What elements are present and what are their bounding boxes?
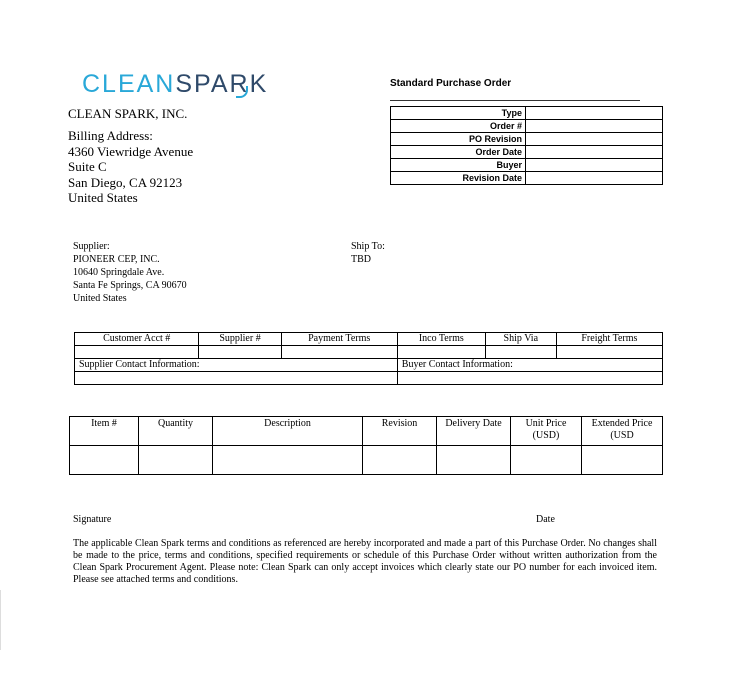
billing-address (68, 128, 193, 206)
header-revision: Revision (363, 417, 437, 446)
po-value-order-date[interactable] (526, 146, 663, 159)
po-value-revision-date[interactable] (526, 172, 663, 185)
header-item-number: Item # (70, 417, 139, 446)
po-row-order-date (391, 146, 663, 159)
items-row (70, 446, 663, 475)
po-label: Type (391, 107, 526, 120)
billing-line: 4360 Viewridge Avenue (68, 143, 194, 159)
items-header-row (70, 417, 663, 446)
billing-line: Suite C (68, 159, 107, 174)
terms-paragraph: The applicable Clean Spark terms and conditions as referenced are hereby incorporated and made a part of this Purchase Order. No changes shall be made to the price, terms and conditions, specified requirements or schedule of this Purchase Order without written authorization from the Clean Spark Procurement Agent. Please note: Clean Spark can only accept invoices which clearly state our PO number for each invoiced item. Please see attached terms and conditions. (73, 538, 657, 585)
title-underline (390, 100, 640, 101)
value-payment-terms[interactable] (281, 346, 397, 359)
value-inco-terms[interactable] (397, 346, 485, 359)
billing-line: San Diego, CA 92123 (68, 174, 183, 190)
po-label: Buyer (391, 159, 526, 172)
value-supplier-number[interactable] (199, 346, 281, 359)
po-label: Revision Date (391, 172, 526, 185)
logo-text-clean: CLEAN (82, 70, 176, 98)
po-value-order-number[interactable] (526, 120, 663, 133)
signature-label: Signature (73, 514, 112, 525)
extended-price-cell[interactable] (582, 446, 663, 475)
line-items-table (69, 416, 663, 475)
logo-text-spark: SPARK (175, 70, 269, 98)
po-label: Order # (391, 120, 526, 133)
date-label: Date (536, 514, 555, 525)
header-supplier-number: Supplier # (199, 333, 281, 346)
value-ship-via[interactable] (485, 346, 556, 359)
po-value-po-revision[interactable] (526, 133, 663, 146)
order-terms-table (74, 332, 663, 385)
po-row-buyer (391, 159, 663, 172)
document-title: Standard Purchase Order (390, 78, 512, 89)
buyer-contact-value[interactable] (397, 372, 662, 385)
buyer-contact-label: Buyer Contact Information: (397, 359, 662, 372)
ship-to-label: Ship To: (351, 241, 385, 252)
company-name: CLEAN SPARK, INC. (68, 106, 188, 121)
quantity-cell[interactable] (139, 446, 213, 475)
order-terms-value-row (75, 346, 663, 359)
supplier-line: 10640 Springdale Ave. (73, 267, 165, 278)
header-quantity: Quantity (139, 417, 213, 446)
header-freight-terms: Freight Terms (556, 333, 662, 346)
header-unit-price: Unit Price (USD) (511, 417, 582, 446)
unit-price-cell[interactable] (511, 446, 582, 475)
po-row-order-number (391, 120, 663, 133)
po-label: Order Date (391, 146, 526, 159)
header-customer-acct: Customer Acct # (75, 333, 199, 346)
ship-to-value: TBD (351, 254, 371, 265)
po-value-buyer[interactable] (526, 159, 663, 172)
header-extended-price: Extended Price (USD (582, 417, 663, 446)
po-row-revision-date (391, 172, 663, 185)
value-customer-acct[interactable] (75, 346, 199, 359)
contact-label-row (75, 359, 663, 372)
po-value-type[interactable] (526, 107, 663, 120)
po-row-type (391, 107, 663, 120)
header-payment-terms: Payment Terms (281, 333, 397, 346)
supplier-line: United States (73, 293, 127, 304)
header-delivery-date: Delivery Date (437, 417, 511, 446)
page-edge-divider (0, 590, 1, 650)
header-description: Description (213, 417, 363, 446)
revision-cell[interactable] (363, 446, 437, 475)
supplier-line: Santa Fe Springs, CA 90670 (73, 280, 187, 291)
po-label: PO Revision (391, 133, 526, 146)
supplier-contact-value[interactable] (75, 372, 398, 385)
header-inco-terms: Inco Terms (397, 333, 485, 346)
po-row-po-revision (391, 133, 663, 146)
supplier-label: Supplier: (73, 241, 110, 252)
delivery-date-cell[interactable] (437, 446, 511, 475)
supplier-contact-label: Supplier Contact Information: (75, 359, 398, 372)
supplier-block (73, 240, 187, 305)
order-terms-header-row (75, 333, 663, 346)
contact-value-row (75, 372, 663, 385)
item-number-cell[interactable] (70, 446, 139, 475)
po-info-table (390, 106, 663, 185)
description-cell[interactable] (213, 446, 363, 475)
value-freight-terms[interactable] (556, 346, 662, 359)
ship-to-block (351, 240, 385, 266)
billing-label: Billing Address: (68, 128, 153, 143)
header-ship-via: Ship Via (485, 333, 556, 346)
supplier-line: PIONEER CEP, INC. (73, 254, 160, 265)
billing-line: United States (68, 190, 138, 205)
